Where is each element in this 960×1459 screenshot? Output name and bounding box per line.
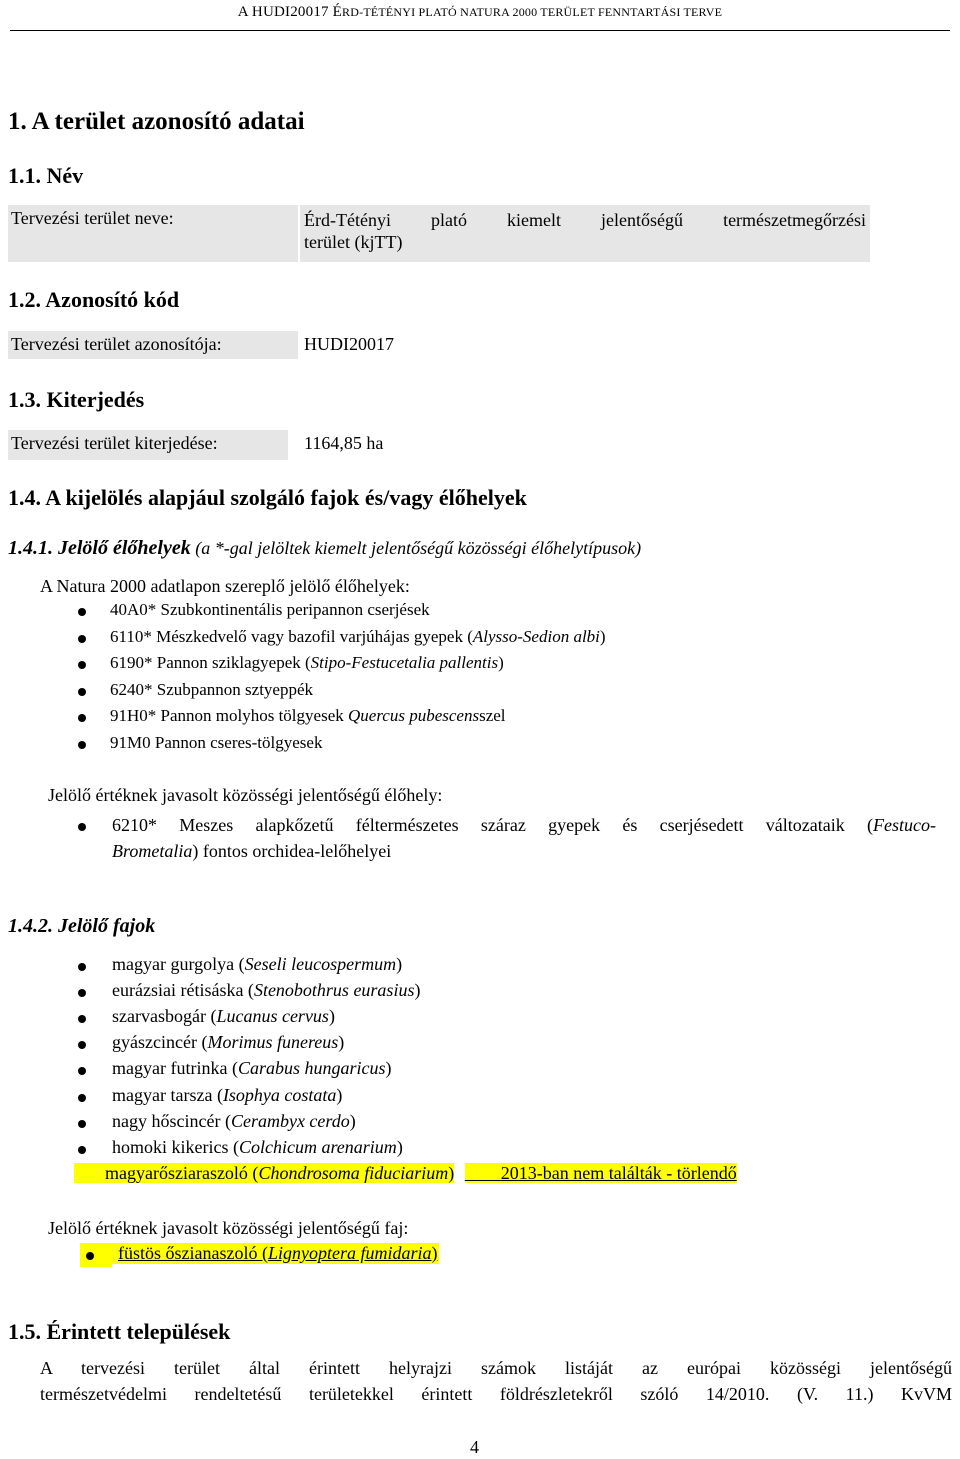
species-highlight-row — [74, 1163, 737, 1184]
section-1-4-1-subtitle: (a *-gal jelöltek kiemelt jelentőségű közösségi élőhelytípusok) — [190, 538, 642, 558]
highlight-marker: ​ — [74, 1163, 105, 1183]
bullet — [78, 989, 86, 997]
id-value: HUDI20017 — [304, 334, 394, 354]
proposed-habitat-line1 — [112, 815, 936, 836]
name-value-line1: Érd-Tétényi plató kiemelt jelentőségű természetmegőrzési — [304, 210, 866, 230]
header-rest: RD-TÉTÉNYI PLATÓ NATURA 2000 TERÜLET FENNTARTÁSI TERVE — [342, 5, 723, 19]
species-item: szarvasbogár (Lucanus cervus) — [112, 1006, 335, 1027]
settlements-line2: természetvédelmi rendeltetésű területekkel érintett földrészletekről szóló 14/2010. (V. 11.) KvVM — [40, 1384, 952, 1404]
bullet — [78, 635, 86, 643]
name-label: Tervezési terület neve: — [8, 205, 298, 262]
species-deletion-note: 2013-ban nem találták - törlendő — [465, 1163, 737, 1183]
section-1-4-title: 1.4. A kijelölés alapjául szolgáló fajok és/vagy élőhelyek — [8, 485, 527, 510]
section-1-5-title: 1.5. Érintett települések — [8, 1319, 231, 1344]
species-item: homoki kikerics (Colchicum arenarium) — [112, 1136, 403, 1157]
section-1-2-title: 1.2. Azonosító kód — [8, 287, 180, 312]
proposed-habitat-latin-1: Festuco- — [873, 815, 936, 835]
habitat-item: 6240* Szubpannon sztyeppék — [110, 679, 314, 699]
section-1-4-2-title: 1.4.2. Jelölő fajok — [8, 915, 156, 937]
proposed-habitat-text-2: ) fontos orchidea-lelőhelyei — [192, 841, 392, 861]
proposed-species-item: füstös őszianaszoló (Lignyoptera fumidaria) — [112, 1243, 439, 1264]
proposed-species-bullet-bg — [80, 1243, 112, 1267]
bullet — [78, 1094, 86, 1102]
section-1-3-title: 1.3. Kiterjedés — [8, 387, 145, 412]
habitat-item: 40A0* Szubkontinentális peripannon cserjések — [110, 600, 430, 619]
bullet — [78, 608, 86, 616]
page-number: 4 — [470, 1437, 479, 1457]
bullet — [78, 688, 86, 696]
species-item: magyar futrinka (Carabus hungaricus) — [112, 1058, 392, 1079]
section-1-1-title: 1.1. Név — [8, 163, 84, 188]
section-1-4-1-heading — [8, 537, 641, 560]
bullet — [78, 714, 86, 722]
bullet — [78, 1015, 86, 1023]
proposed-habitat-text: 6210* Meszes alapkőzetű féltermészetes száraz gyepek és cserjésedett változataik ( — [112, 815, 874, 835]
species-item: eurázsiai rétisáska (Stenobothrus eurasius) — [112, 980, 421, 1001]
extent-value: 1164,85 ha — [304, 433, 384, 453]
bullet — [78, 823, 86, 831]
bullet — [86, 1252, 94, 1260]
species-item: magyar gurgolya (Seseli leucospermum) — [112, 954, 403, 974]
bullet — [78, 1067, 86, 1075]
running-header — [10, 4, 950, 28]
header-rule — [10, 30, 950, 31]
habitats-intro: A Natura 2000 adatlapon szereplő jelölő élőhelyek: — [40, 576, 410, 596]
extent-label: Tervezési terület kiterjedése: — [8, 430, 288, 460]
bullet — [78, 1041, 86, 1049]
proposed-habitat-line2 — [112, 841, 391, 862]
species-highlight-name: magyarősziaraszoló (Chondrosoma fiduciarium) — [105, 1163, 455, 1183]
species-item: magyar tarsza (Isophya costata) — [112, 1084, 343, 1105]
section-1-4-1-title: 1.4.1. Jelölő élőhelyek — [8, 537, 191, 559]
proposed-habitat-intro: Jelölő értéknek javasolt közösségi jelentőségű élőhely: — [48, 785, 443, 805]
id-label: Tervezési terület azonosítója: — [8, 331, 298, 359]
name-value — [300, 205, 870, 262]
bullet — [78, 1146, 86, 1154]
bullet — [78, 741, 86, 749]
species-item: nagy hőscincér (Cerambyx cerdo) — [112, 1110, 356, 1131]
proposed-habitat-latin-2: Brometalia — [112, 841, 193, 861]
bullet — [78, 1120, 86, 1128]
habitat-item: 6110* Mészkedvelő vagy bazofil varjúhájas gyepek (Alysso-Sedion albi) — [110, 626, 606, 646]
proposed-species-intro: Jelölő értéknek javasolt közösségi jelentőségű faj: — [48, 1218, 409, 1238]
habitat-item: 6190* Pannon sziklagyepek (Stipo-Festucetalia pallentis) — [110, 653, 504, 673]
habitat-item: 91M0 Pannon cseres-tölgyesek — [110, 733, 323, 752]
bullet — [78, 963, 86, 971]
name-value-line2: terület (kjTT) — [304, 232, 403, 252]
habitat-item: 91H0* Pannon molyhos tölgyesek Quercus pubescensszel — [110, 706, 506, 726]
header-prefix: A HUDI20017 É — [237, 4, 343, 20]
species-item: gyászcincér (Morimus funereus) — [112, 1032, 345, 1053]
settlements-line1: A tervezési terület által érintett helyrajzi számok listáját az európai közösségi jelentőségű — [40, 1358, 952, 1378]
section-1-title: 1. A terület azonosító adatai — [8, 108, 305, 135]
bullet — [78, 661, 86, 669]
